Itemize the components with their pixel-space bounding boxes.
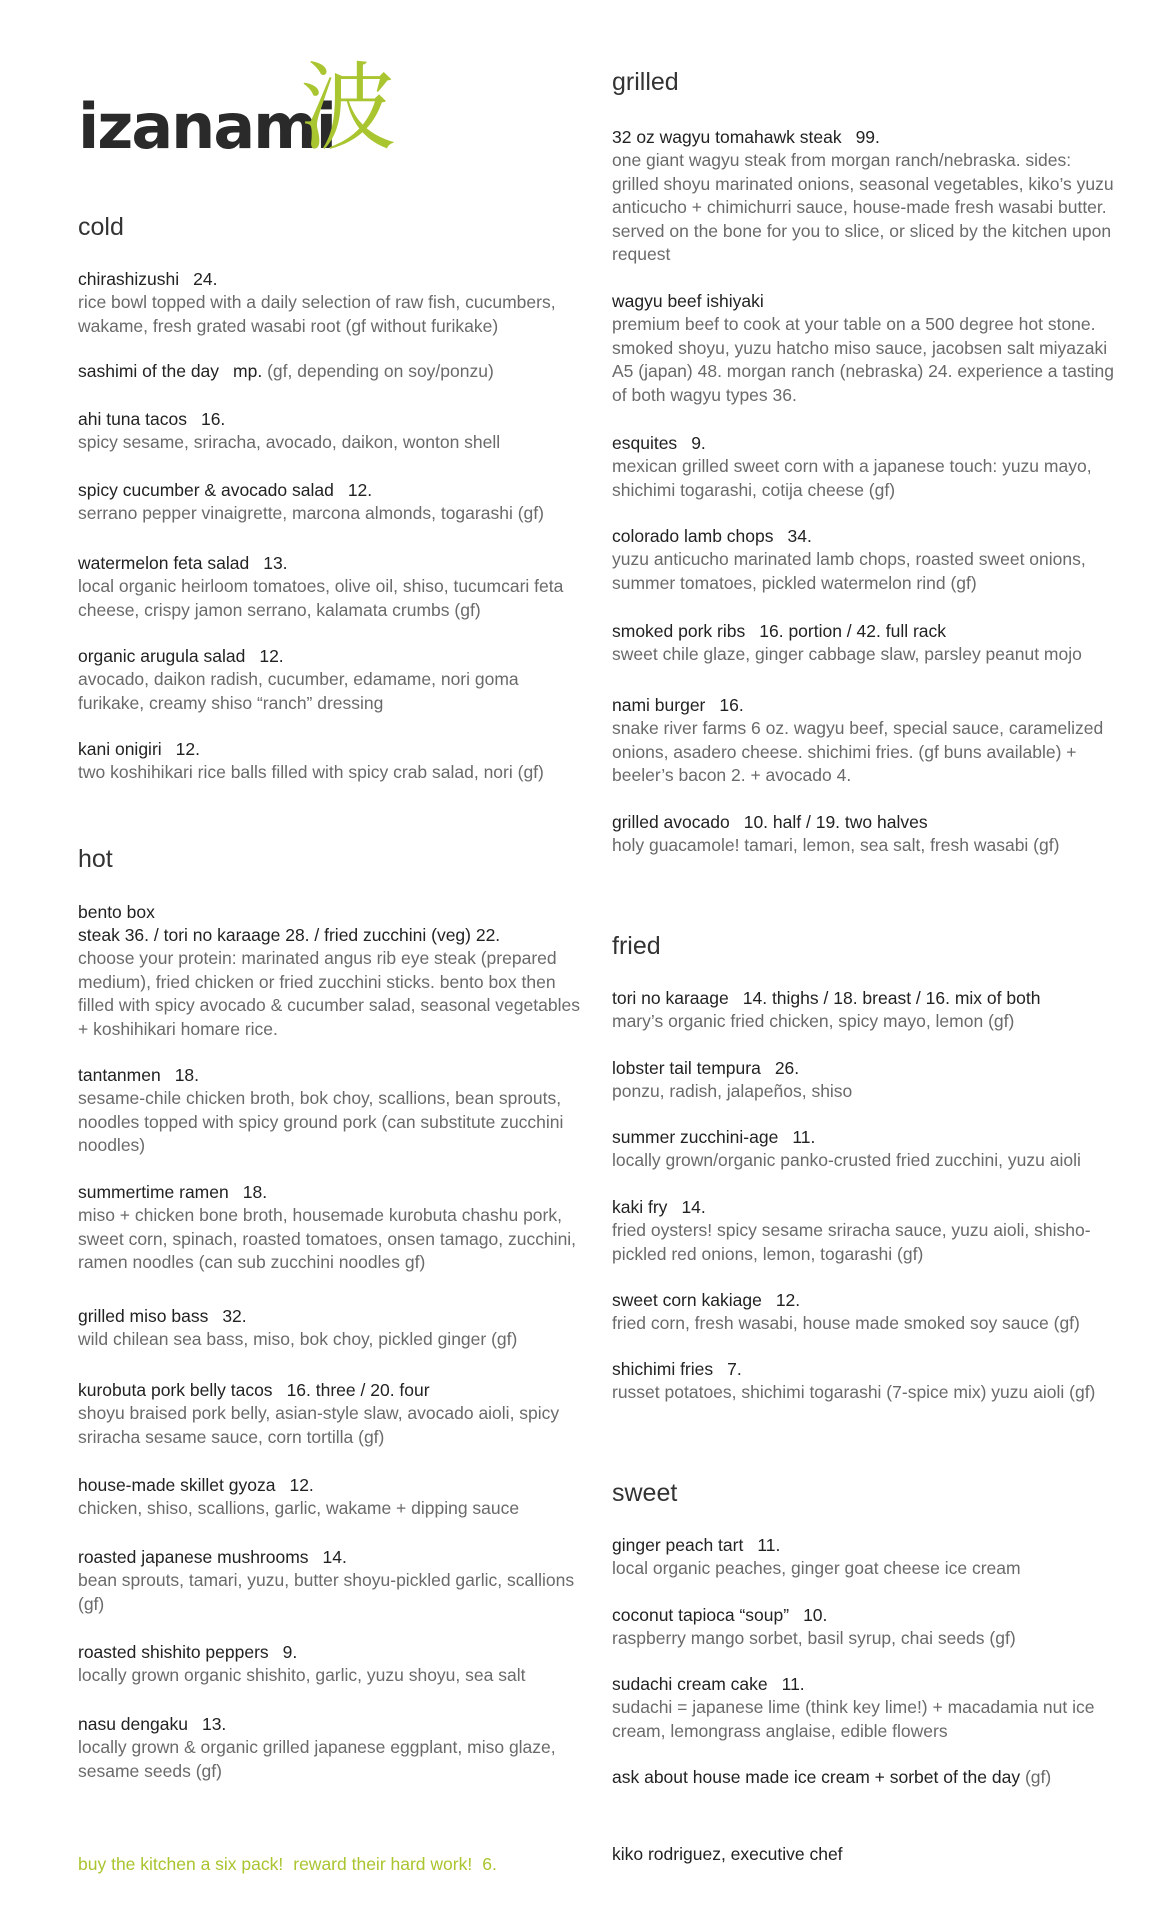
item-desc: mary’s organic fried chicken, spicy mayo, lemon (gf) <box>612 1011 1015 1031</box>
item-name: nasu dengaku <box>78 1714 188 1734</box>
item-name: smoked pork ribs <box>612 621 746 641</box>
item-name: sudachi cream cake <box>612 1674 768 1694</box>
item-desc: spicy sesame, sriracha, avocado, daikon, wonton shell <box>78 432 501 452</box>
menu-item <box>612 1673 1122 1743</box>
item-desc: locally grown organic shishito, garlic, yuzu shoyu, sea salt <box>78 1665 526 1685</box>
item-price: mp. <box>233 361 263 381</box>
sweet-note-tag: (gf) <box>1024 1767 1052 1787</box>
menu-item <box>78 1641 588 1688</box>
item-price: 16. <box>200 409 226 429</box>
item-price: 10. half / 19. two halves <box>743 812 928 832</box>
menu-item <box>78 1474 588 1521</box>
menu-item <box>612 525 1122 595</box>
menu-item <box>78 479 588 526</box>
item-price: 14. <box>681 1197 706 1217</box>
item-name: sashimi of the day <box>78 361 220 381</box>
menu-item <box>612 126 1122 267</box>
menu-item <box>78 1305 588 1352</box>
menu-item <box>612 1126 1122 1173</box>
item-name: summertime ramen <box>78 1182 229 1202</box>
section-title-sweet: sweet <box>612 1479 678 1507</box>
section-title-grilled: grilled <box>612 68 679 96</box>
item-desc: local organic heirloom tomatoes, olive oil, shiso, tucumcari feta cheese, crispy jamon serrano, kalamata crumbs (gf) <box>78 576 564 620</box>
item-desc: sudachi = japanese lime (think key lime!) + macadamia nut ice cream, lemongrass anglaise, edible flowers <box>612 1697 1095 1741</box>
menu-item <box>612 1057 1122 1104</box>
menu-item <box>612 1196 1122 1266</box>
item-desc: wild chilean sea bass, miso, bok choy, pickled ginger (gf) <box>78 1329 518 1349</box>
menu-item <box>78 1379 588 1449</box>
item-price: 16. three / 20. four <box>286 1380 430 1400</box>
item-name: grilled miso bass <box>78 1306 209 1326</box>
item-name: kurobuta pork belly tacos <box>78 1380 273 1400</box>
item-price: 24. <box>193 269 218 289</box>
item-desc: shoyu braised pork belly, asian-style slaw, avocado aioli, spicy sriracha sesame sauce, corn tortilla (gf) <box>78 1403 560 1447</box>
item-price: 11. <box>757 1535 781 1555</box>
item-desc: holy guacamole! tamari, lemon, sea salt, fresh wasabi (gf) <box>612 835 1060 855</box>
item-name: lobster tail tempura <box>612 1058 761 1078</box>
item-price: 12. <box>175 739 200 759</box>
item-price: 34. <box>787 526 812 546</box>
item-desc: russet potatoes, shichimi togarashi (7-spice mix) yuzu aioli (gf) <box>612 1382 1096 1402</box>
item-name: shichimi fries <box>612 1359 714 1379</box>
kitchen-note-line1: buy the kitchen a six pack! <box>78 1854 284 1874</box>
item-name: roasted japanese mushrooms <box>78 1547 309 1567</box>
item-desc: local organic peaches, ginger goat cheese ice cream <box>612 1558 1021 1578</box>
item-desc: rice bowl topped with a daily selection of raw fish, cucumbers, wakame, fresh grated wasabi root (gf without furikake) <box>78 292 556 336</box>
logo-wordmark: izanami <box>78 90 336 163</box>
item-desc: locally grown & organic grilled japanese eggplant, miso glaze, sesame seeds (gf) <box>78 1737 556 1781</box>
item-name: tori no karaage <box>612 988 729 1008</box>
logo <box>78 52 458 170</box>
item-name: nami burger <box>612 695 706 715</box>
menu-item <box>78 738 588 785</box>
item-name: sweet corn kakiage <box>612 1290 762 1310</box>
item-desc: premium beef to cook at your table on a 500 degree hot stone. smoked shoyu, yuzu hatcho miso sauce, jacobsen salt miyazaki A5 (japan) 48. morgan ranch (nebraska) 24. experience a tasting of both wagyu types 36. <box>612 314 1114 405</box>
menu-item <box>612 620 1122 667</box>
item-desc: fried oysters! spicy sesame sriracha sauce, yuzu aioli, shisho-pickled red onions, lemon, togarashi (gf) <box>612 1220 1091 1264</box>
item-name: kaki fry <box>612 1197 668 1217</box>
menu-item <box>78 901 588 1041</box>
item-desc: ponzu, radish, jalapeños, shiso <box>612 1081 853 1101</box>
item-price: 26. <box>774 1058 800 1078</box>
item-price: 7. <box>727 1359 742 1379</box>
item-name: colorado lamb chops <box>612 526 774 546</box>
item-name: 32 oz wagyu tomahawk steak <box>612 127 842 147</box>
item-price: 11. <box>792 1127 816 1147</box>
item-name: ginger peach tart <box>612 1535 744 1555</box>
menu-item <box>78 1181 588 1275</box>
item-price: 14. thighs / 18. breast / 16. mix of both <box>742 988 1041 1008</box>
item-name: house-made skillet gyoza <box>78 1475 276 1495</box>
item-desc: sweet chile glaze, ginger cabbage slaw, parsley peanut mojo <box>612 644 1082 664</box>
menu-item <box>612 1534 1122 1581</box>
item-price: 18. <box>174 1065 200 1085</box>
item-price: 12. <box>775 1290 801 1310</box>
menu-item <box>612 290 1122 407</box>
section-title-fried: fried <box>612 932 661 960</box>
item-desc: raspberry mango sorbet, basil syrup, chai seeds (gf) <box>612 1628 1016 1648</box>
menu-item <box>612 987 1122 1034</box>
menu-item <box>612 811 1122 858</box>
item-name: roasted shishito peppers <box>78 1642 269 1662</box>
item-desc: chicken, shiso, scallions, garlic, wakame + dipping sauce <box>78 1498 520 1518</box>
item-price: 32. <box>222 1306 247 1326</box>
item-price: 13. <box>201 1714 227 1734</box>
section-title-cold: cold <box>78 213 124 241</box>
item-price: 10. <box>803 1605 828 1625</box>
item-price: 14. <box>322 1547 347 1567</box>
sweet-note <box>612 1766 1122 1790</box>
sweet-note-text: ask about house made ice cream + sorbet of the day <box>612 1767 1021 1787</box>
item-price: 13. <box>263 553 288 573</box>
item-price: 16. portion / 42. full rack <box>759 621 947 641</box>
menu-item <box>78 408 588 455</box>
item-desc: one giant wagyu steak from morgan ranch/nebraska. sides: grilled shoyu marinated onions, seasonal vegetables, kiko’s yuzu anticucho + chimichurri sauce, house-made fresh wasabi butter. served on the bone for you to slice, or sliced by the kitchen upon request <box>612 150 1114 264</box>
item-desc: mexican grilled sweet corn with a japanese touch: yuzu mayo, shichimi togarashi, cotija cheese (gf) <box>612 456 1092 500</box>
item-price: 9. <box>282 1642 298 1662</box>
item-desc: (gf, depending on soy/ponzu) <box>267 361 494 381</box>
item-name: spicy cucumber & avocado salad <box>78 480 334 500</box>
item-name: summer zucchini-age <box>612 1127 779 1147</box>
item-desc: miso + chicken bone broth, housemade kurobuta chashu pork, sweet corn, spinach, roasted tomatoes, onsen tamago, zucchini, ramen noodles (can sub zucchini noodles gf) <box>78 1205 577 1272</box>
logo-glyph: 波 <box>300 52 396 164</box>
item-price: 9. <box>691 433 706 453</box>
item-price: steak 36. / tori no karaage 28. / fried zucchini (veg) 22. <box>78 925 501 945</box>
item-desc: serrano pepper vinaigrette, marcona almonds, togarashi (gf) <box>78 503 544 523</box>
item-name: bento box <box>78 902 155 922</box>
menu-item <box>78 1546 588 1616</box>
item-name: grilled avocado <box>612 812 730 832</box>
item-desc: avocado, daikon radish, cucumber, edamame, nori goma furikake, creamy shiso “ranch” dressing <box>78 669 519 713</box>
item-desc: locally grown/organic panko-crusted fried zucchini, yuzu aioli <box>612 1150 1081 1170</box>
item-price: 12. <box>347 480 373 500</box>
kitchen-six-pack-note <box>78 1854 507 1875</box>
menu-item <box>78 552 588 622</box>
kitchen-note-price: 6. <box>482 1854 497 1874</box>
menu-item <box>612 694 1122 788</box>
item-name: coconut tapioca “soup” <box>612 1605 790 1625</box>
item-name: esquites <box>612 433 678 453</box>
menu-item <box>78 268 588 338</box>
menu-item <box>78 1064 588 1158</box>
item-desc: choose your protein: marinated angus rib eye steak (prepared medium), fried chicken or fried zucchini sticks. bento box then filled with spicy avocado & cucumber salad, seasonal vegetables + koshihikari homare rice. <box>78 948 580 1039</box>
item-desc: sesame-chile chicken broth, bok choy, scallions, bean sprouts, noodles topped with spicy ground pork (can substitute zucchini noodles) <box>78 1088 564 1155</box>
menu-item <box>78 645 588 715</box>
item-price: 12. <box>259 646 284 666</box>
item-name: wagyu beef ishiyaki <box>612 291 764 311</box>
item-desc: fried corn, fresh wasabi, house made smoked soy sauce (gf) <box>612 1313 1080 1333</box>
menu-item <box>612 432 1122 502</box>
kitchen-note-line2: reward their hard work! <box>293 1854 473 1874</box>
executive-chef-credit: kiko rodriguez, executive chef <box>612 1844 843 1864</box>
item-price: 12. <box>289 1475 314 1495</box>
item-desc: yuzu anticucho marinated lamb chops, roasted sweet onions, summer tomatoes, pickled watermelon rind (gf) <box>612 549 1086 593</box>
item-name: ahi tuna tacos <box>78 409 187 429</box>
menu-item <box>612 1604 1122 1651</box>
menu-item <box>612 1289 1122 1336</box>
menu-item <box>78 360 588 384</box>
item-name: organic arugula salad <box>78 646 246 666</box>
item-desc: two koshihikari rice balls filled with spicy crab salad, nori (gf) <box>78 762 544 782</box>
item-desc: bean sprouts, tamari, yuzu, butter shoyu-pickled garlic, scallions (gf) <box>78 1570 575 1614</box>
menu-item <box>612 1358 1122 1405</box>
item-price: 16. <box>719 695 744 715</box>
item-price: 18. <box>242 1182 268 1202</box>
item-name: kani onigiri <box>78 739 162 759</box>
item-name: tantanmen <box>78 1065 161 1085</box>
item-desc: snake river farms 6 oz. wagyu beef, special sauce, caramelized onions, asadero cheese. shichimi fries. (gf buns available) + beeler’s bacon 2. + avocado 4. <box>612 718 1104 785</box>
menu-item <box>78 1713 588 1783</box>
item-name: watermelon feta salad <box>78 553 250 573</box>
item-price: 11. <box>781 1674 805 1694</box>
item-name: chirashizushi <box>78 269 180 289</box>
item-price: 99. <box>855 127 880 147</box>
section-title-hot: hot <box>78 845 113 873</box>
